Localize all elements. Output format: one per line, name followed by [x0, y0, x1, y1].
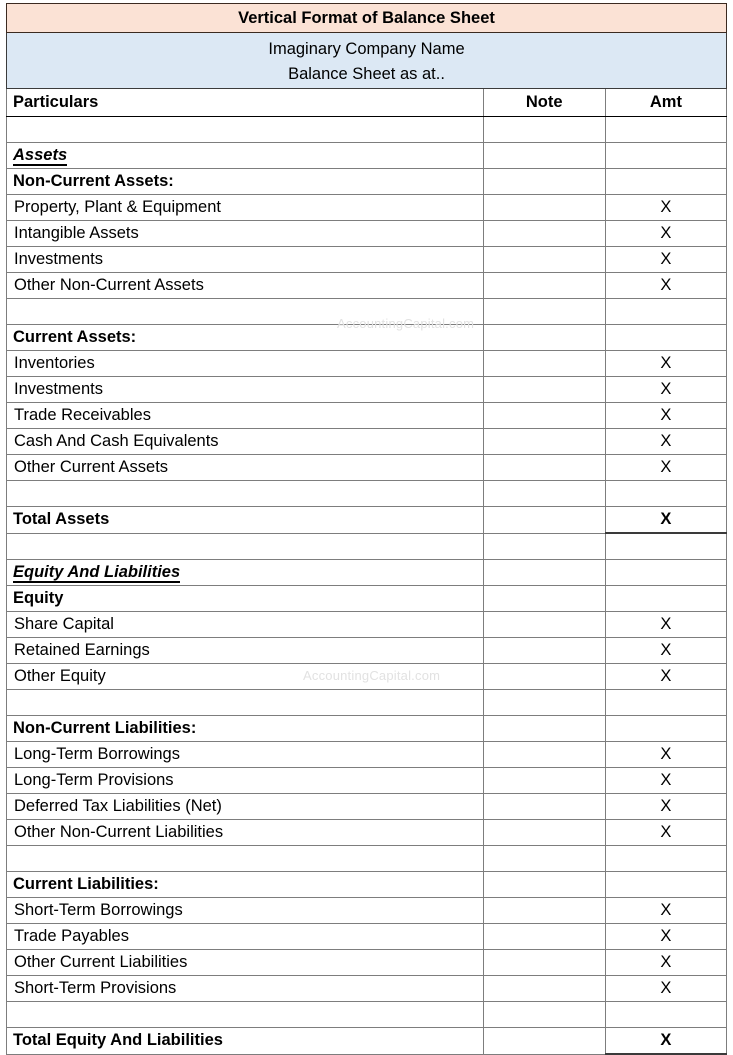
row-note-value — [483, 377, 605, 403]
row-item-label: Other Non-Current Liabilities — [7, 820, 484, 846]
row-note-value — [483, 299, 605, 325]
row-amount-value: X — [605, 742, 726, 768]
row-item-label: Investments — [7, 247, 484, 273]
row-item-label: Investments — [7, 377, 484, 403]
row-amount-value: X — [605, 377, 726, 403]
row-item-label: Other Current Assets — [7, 455, 484, 481]
row-label-text: Equity And Liabilities — [13, 563, 181, 581]
table-row — [7, 429, 727, 455]
row-item-label: Other Equity — [7, 664, 484, 690]
table-row — [7, 872, 727, 898]
row-note-value — [483, 403, 605, 429]
table-row — [7, 377, 727, 403]
row-amount-value: X — [605, 429, 726, 455]
row-item-label: Property, Plant & Equipment — [7, 195, 484, 221]
table-row — [7, 169, 727, 195]
row-item-label: Short-Term Provisions — [7, 976, 484, 1002]
row-note-value — [483, 143, 605, 169]
watermark-lower: AccountingCapital.com — [303, 668, 441, 683]
table-row — [7, 924, 727, 950]
table-row — [7, 820, 727, 846]
table-row — [7, 507, 727, 534]
row-amount-value: X — [605, 273, 726, 299]
row-note-value — [483, 325, 605, 351]
row-item-label: Inventories — [7, 351, 484, 377]
table-row — [7, 533, 727, 560]
table-row — [7, 299, 727, 325]
row-amount-value: X — [605, 507, 726, 534]
row-item-label: Other Current Liabilities — [7, 950, 484, 976]
row-note-value — [483, 455, 605, 481]
row-section-heading: Non-Current Liabilities: — [7, 716, 484, 742]
row-note-value — [483, 898, 605, 924]
row-amount-value: X — [605, 247, 726, 273]
table-row — [7, 664, 727, 690]
table-row — [7, 455, 727, 481]
company-heading — [7, 33, 727, 89]
table-row — [7, 247, 727, 273]
row-section-heading: Equity — [7, 586, 484, 612]
row-note-value — [483, 924, 605, 950]
row-group-heading — [7, 143, 484, 169]
row-amount-value: X — [605, 403, 726, 429]
row-item-label: Cash And Cash Equivalents — [7, 429, 484, 455]
row-note-value — [483, 533, 605, 560]
company-name: Imaginary Company Name — [268, 40, 465, 58]
column-header-particulars: Particulars — [7, 89, 484, 117]
row-amount-value: X — [605, 351, 726, 377]
table-row — [7, 403, 727, 429]
table-row — [7, 586, 727, 612]
row-amount-value: X — [605, 221, 726, 247]
row-amount-value — [605, 325, 726, 351]
row-item-label: Share Capital — [7, 612, 484, 638]
row-amount-value: X — [605, 455, 726, 481]
table-row — [7, 898, 727, 924]
row-note-value — [483, 872, 605, 898]
row-amount-value — [605, 872, 726, 898]
row-note-value — [483, 742, 605, 768]
row-amount-value: X — [605, 976, 726, 1002]
row-spacer — [7, 117, 484, 143]
row-amount-value — [605, 586, 726, 612]
row-group-heading — [7, 560, 484, 586]
table-row — [7, 716, 727, 742]
row-note-value — [483, 950, 605, 976]
table-row — [7, 481, 727, 507]
row-amount-value — [605, 117, 726, 143]
table-row — [7, 221, 727, 247]
balance-sheet-table — [6, 3, 727, 1055]
table-row — [7, 325, 727, 351]
table-row — [7, 950, 727, 976]
row-total-label: Total Assets — [7, 507, 484, 534]
row-note-value — [483, 195, 605, 221]
watermark-upper: AccountingCapital.com — [337, 316, 475, 331]
table-row — [7, 351, 727, 377]
row-amount-value — [605, 846, 726, 872]
row-amount-value: X — [605, 950, 726, 976]
page-title: Vertical Format of Balance Sheet — [7, 4, 727, 33]
row-item-label: Deferred Tax Liabilities (Net) — [7, 794, 484, 820]
row-amount-value: X — [605, 195, 726, 221]
row-amount-value — [605, 169, 726, 195]
row-spacer — [7, 690, 484, 716]
table-row — [7, 1028, 727, 1055]
row-note-value — [483, 690, 605, 716]
row-amount-value — [605, 299, 726, 325]
column-header-row — [7, 89, 727, 117]
row-note-value — [483, 638, 605, 664]
row-item-label: Trade Receivables — [7, 403, 484, 429]
row-section-heading: Current Liabilities: — [7, 872, 484, 898]
row-note-value — [483, 716, 605, 742]
column-header-amt: Amt — [605, 89, 726, 117]
table-row — [7, 273, 727, 299]
column-header-note: Note — [483, 89, 605, 117]
row-amount-value: X — [605, 820, 726, 846]
row-item-label: Other Non-Current Assets — [7, 273, 484, 299]
title-row — [7, 4, 727, 33]
row-note-value — [483, 664, 605, 690]
row-total-label: Total Equity And Liabilities — [7, 1028, 484, 1055]
table-row — [7, 612, 727, 638]
table-row — [7, 794, 727, 820]
row-item-label: Intangible Assets — [7, 221, 484, 247]
table-row — [7, 143, 727, 169]
table-row — [7, 117, 727, 143]
row-note-value — [483, 507, 605, 534]
row-note-value — [483, 481, 605, 507]
table-row — [7, 768, 727, 794]
table-body — [7, 4, 727, 1055]
table-row — [7, 690, 727, 716]
table-row — [7, 976, 727, 1002]
row-amount-value: X — [605, 612, 726, 638]
row-item-label: Short-Term Borrowings — [7, 898, 484, 924]
row-note-value — [483, 221, 605, 247]
row-amount-value — [605, 481, 726, 507]
row-amount-value: X — [605, 794, 726, 820]
row-amount-value — [605, 690, 726, 716]
table-row — [7, 638, 727, 664]
row-note-value — [483, 429, 605, 455]
table-row — [7, 742, 727, 768]
company-heading-row — [7, 33, 727, 89]
row-amount-value: X — [605, 924, 726, 950]
row-item-label: Long-Term Provisions — [7, 768, 484, 794]
table-row — [7, 846, 727, 872]
statement-date-line: Balance Sheet as at.. — [288, 65, 445, 83]
row-note-value — [483, 1028, 605, 1055]
row-item-label: Retained Earnings — [7, 638, 484, 664]
row-section-heading: Current Assets: — [7, 325, 484, 351]
row-amount-value — [605, 533, 726, 560]
row-section-heading: Non-Current Assets: — [7, 169, 484, 195]
row-spacer — [7, 299, 484, 325]
row-amount-value — [605, 716, 726, 742]
row-note-value — [483, 586, 605, 612]
row-amount-value: X — [605, 638, 726, 664]
row-note-value — [483, 560, 605, 586]
row-note-value — [483, 117, 605, 143]
row-amount-value: X — [605, 1028, 726, 1055]
row-note-value — [483, 169, 605, 195]
row-note-value — [483, 273, 605, 299]
row-spacer — [7, 481, 484, 507]
row-spacer — [7, 533, 484, 560]
row-amount-value: X — [605, 898, 726, 924]
row-item-label: Trade Payables — [7, 924, 484, 950]
row-note-value — [483, 820, 605, 846]
row-note-value — [483, 976, 605, 1002]
row-amount-value — [605, 143, 726, 169]
row-note-value — [483, 794, 605, 820]
row-label-text: Assets — [13, 146, 68, 164]
row-note-value — [483, 247, 605, 273]
row-note-value — [483, 768, 605, 794]
row-amount-value: X — [605, 664, 726, 690]
row-note-value — [483, 351, 605, 377]
row-amount-value — [605, 560, 726, 586]
row-amount-value: X — [605, 768, 726, 794]
table-row — [7, 195, 727, 221]
row-spacer — [7, 846, 484, 872]
table-row — [7, 560, 727, 586]
row-item-label: Long-Term Borrowings — [7, 742, 484, 768]
row-note-value — [483, 612, 605, 638]
row-note-value — [483, 846, 605, 872]
